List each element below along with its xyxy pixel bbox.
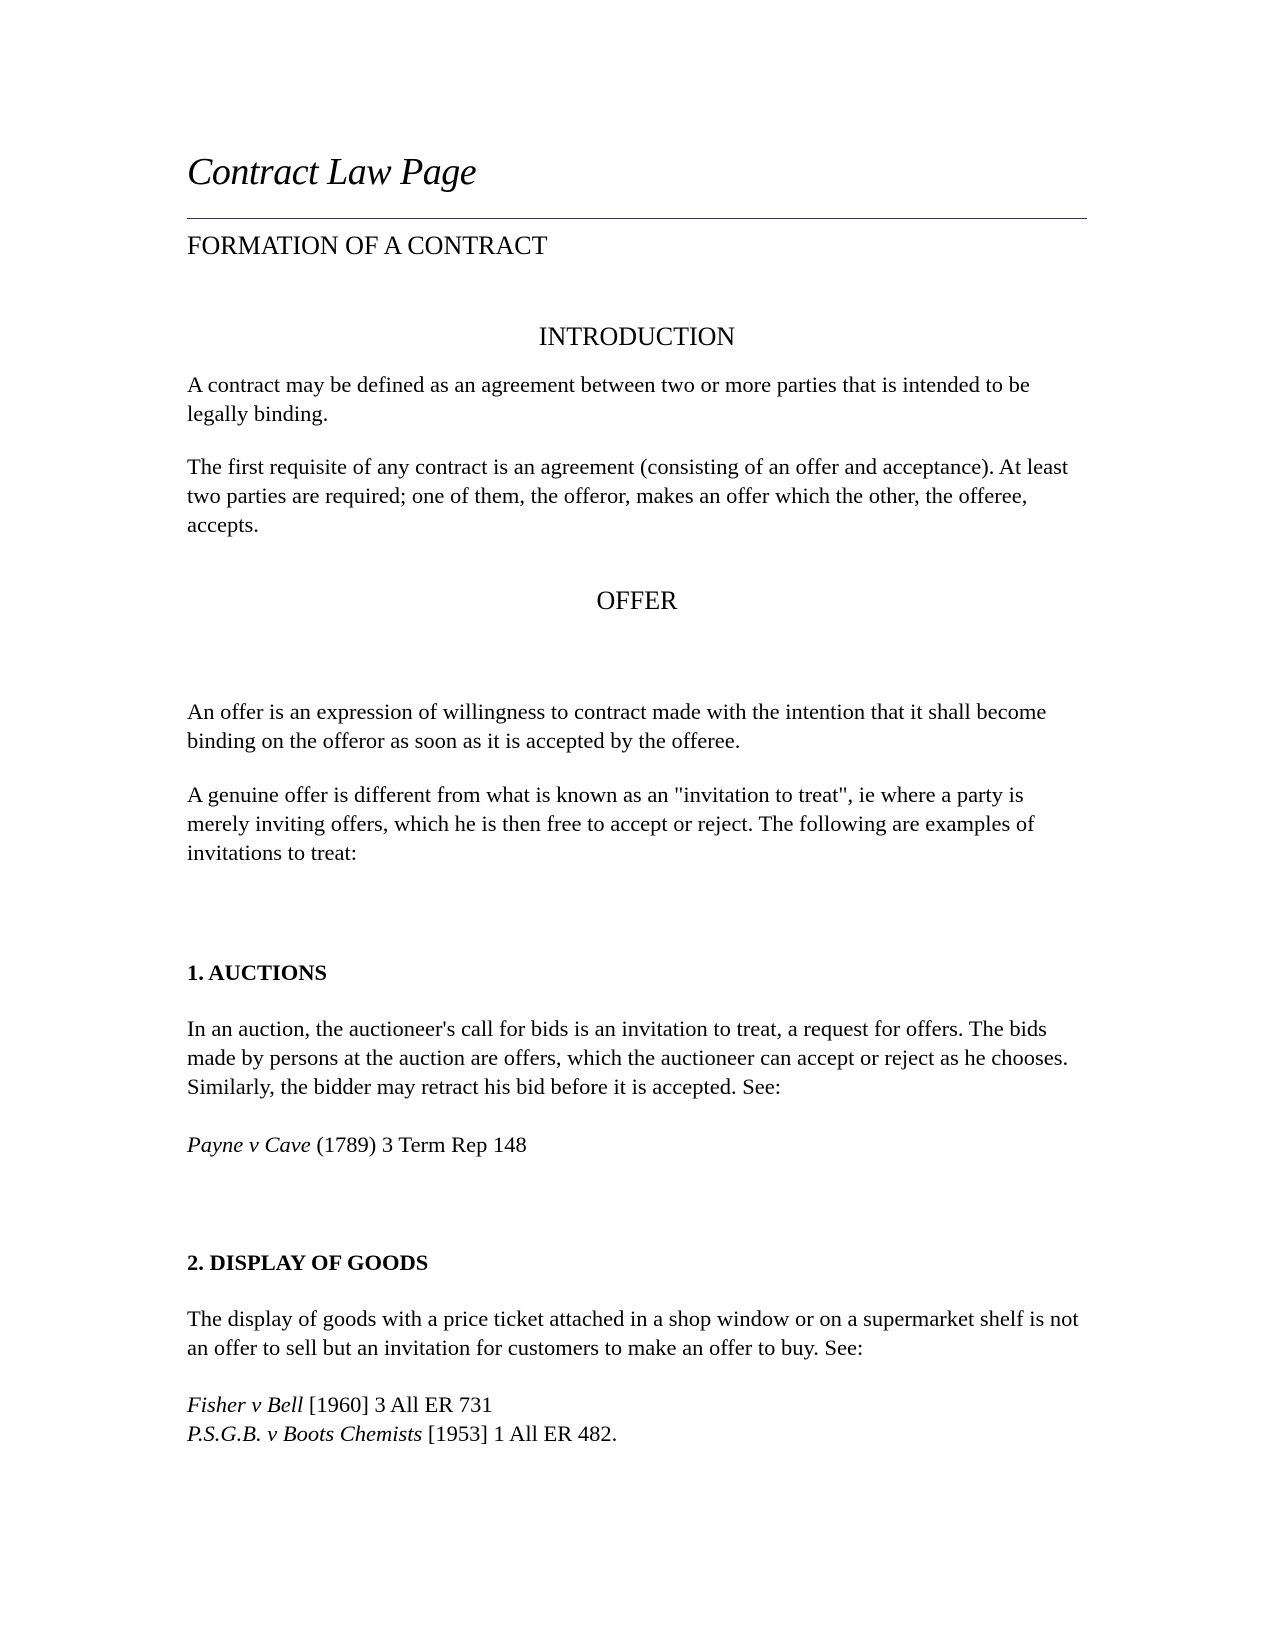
site-title: Contract Law Page: [187, 151, 477, 193]
case-reference: [1953] 1 All ER 482.: [422, 1421, 618, 1446]
introduction-heading: INTRODUCTION: [538, 322, 736, 351]
case-name: P.S.G.B. v Boots Chemists: [187, 1421, 423, 1446]
title-divider: [187, 218, 1087, 219]
display-of-goods-paragraph: The display of goods with a price ticket attached in a shop window or on a supermarket shelf is not an offer to sell but an invitation for customers to make an offer to buy. See:: [187, 1306, 1079, 1360]
offer-paragraph-1: An offer is an expression of willingness to contract made with the intention that it shall become binding on the offeror as soon as it is accepted by the offeree.: [187, 699, 1047, 753]
auctions-paragraph: In an auction, the auctioneer's call for bids is an invitation to treat, a request for offers. The bids made by persons at the auction are offers, which the auctioneer can accept or reject as he chooses. Similarly, the bidder may retract his bid before it is accepted. See:: [187, 1016, 1069, 1099]
introduction-paragraph-2: The first requisite of any contract is an agreement (consisting of an offer and acceptance). At least two parties are required; one of them, the offeror, makes an offer which the other, the offeree, accepts.: [187, 454, 1069, 537]
introduction-paragraph-1: A contract may be defined as an agreement between two or more parties that is intended to be legally binding.: [187, 372, 1030, 426]
case-citation-psgb-v-boots: [187, 1419, 617, 1448]
case-name: Payne v Cave: [187, 1132, 311, 1157]
case-citation-fisher-v-bell: [187, 1390, 493, 1419]
case-name: Fisher v Bell: [187, 1392, 304, 1417]
offer-heading: OFFER: [596, 586, 678, 615]
auctions-heading: 1. AUCTIONS: [187, 960, 328, 985]
display-of-goods-heading: 2. DISPLAY OF GOODS: [187, 1250, 429, 1275]
case-reference: (1789) 3 Term Rep 148: [310, 1132, 527, 1157]
case-reference: [1960] 3 All ER 731: [303, 1392, 493, 1417]
chapter-title: FORMATION OF A CONTRACT: [187, 231, 548, 260]
case-citation-payne-v-cave: [187, 1130, 527, 1159]
offer-paragraph-2: A genuine offer is different from what is known as an "invitation to treat", ie where a party is merely inviting offers, which he is then free to accept or reject. The following are examples of invitations to treat:: [187, 782, 1035, 865]
